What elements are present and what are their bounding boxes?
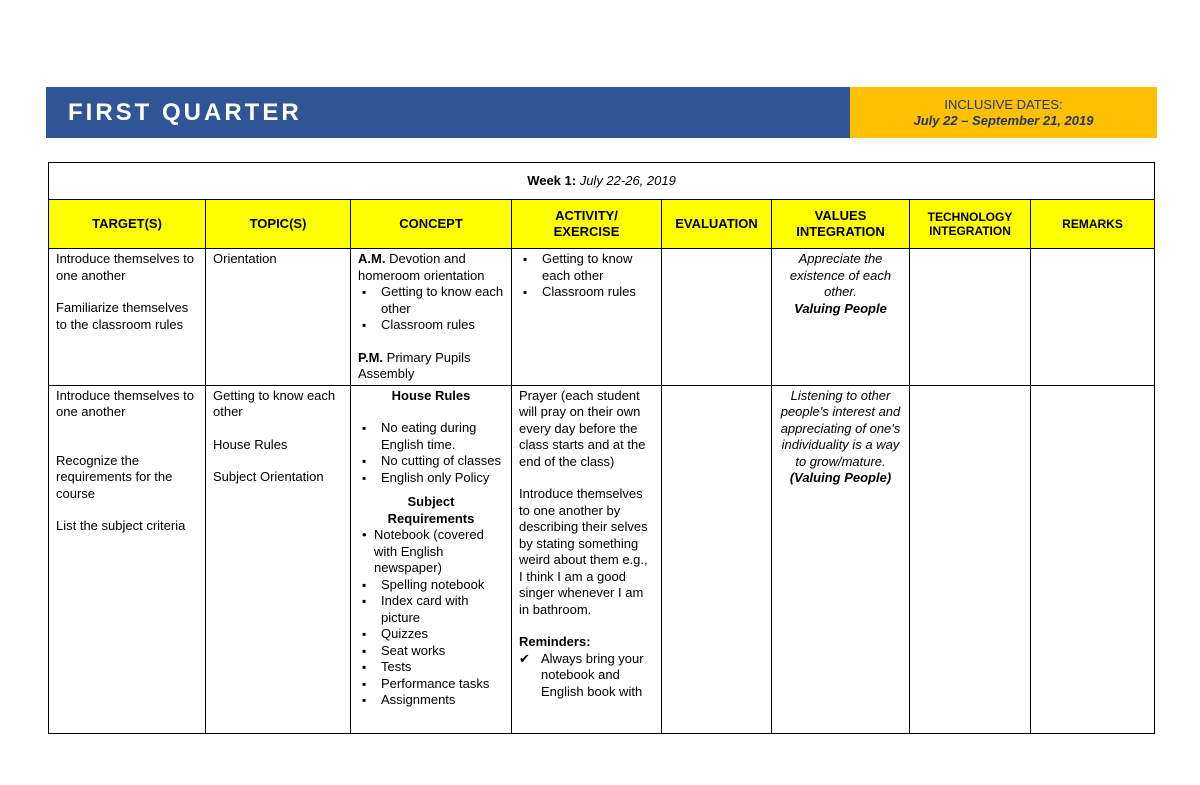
- evaluation-cell: [662, 249, 772, 386]
- activity-cell: [512, 385, 662, 733]
- target-item: Familiarize themselves to the classroom rules: [56, 300, 189, 332]
- values-cell: [772, 249, 910, 386]
- concept-am-list: [358, 284, 504, 334]
- list-item: ▪ Tests: [358, 659, 504, 676]
- table-row: [49, 249, 1155, 386]
- table-row: [49, 385, 1155, 733]
- activity-list: [519, 251, 654, 301]
- values-tag: Valuing People: [794, 300, 887, 316]
- reminders-list: [519, 651, 654, 701]
- inclusive-dates-value: July 22 – September 21, 2019: [913, 112, 1094, 128]
- inclusive-dates-label: INCLUSIVE DATES:: [944, 96, 1063, 112]
- requirements-title: Subject Requirements: [387, 494, 475, 526]
- col-header-remarks: REMARKS: [1031, 200, 1155, 249]
- list-item: ▪ No eating during English time.: [358, 420, 504, 453]
- quarter-title-bar: [46, 87, 850, 138]
- col-header-concept: CONCEPT: [351, 200, 512, 249]
- column-header-row: [49, 200, 1155, 249]
- list-item: ✔ Always bring your notebook and English book with: [519, 651, 654, 701]
- list-item: ▪ Classroom rules: [358, 317, 504, 334]
- values-text: Appreciate the existence of each other.: [789, 251, 892, 299]
- evaluation-cell: [662, 385, 772, 733]
- house-rules-list: [358, 420, 504, 486]
- reminders-title: Reminders:: [519, 634, 591, 649]
- list-item: ▪ Seat works: [358, 643, 504, 660]
- concept-pm: P.M. Primary Pupils Assembly: [358, 349, 471, 381]
- list-item: ▪ Getting to know each other: [358, 284, 504, 317]
- topic-item: House Rules: [213, 436, 288, 452]
- col-header-evaluation: EVALUATION: [662, 200, 772, 249]
- list-item: ▪ No cutting of classes: [358, 453, 504, 470]
- col-header-targets: TARGET(S): [49, 200, 206, 249]
- week-cell: [49, 163, 1155, 200]
- target-item: Introduce themselves to one another: [56, 387, 195, 419]
- list-item: • Notebook (covered with English newspaper): [358, 527, 504, 577]
- week-row: [49, 163, 1155, 200]
- list-item: ▪ Quizzes: [358, 626, 504, 643]
- technology-cell: [910, 385, 1031, 733]
- week-dates: July 22-26, 2019: [576, 172, 676, 188]
- house-rules-title: House Rules: [391, 387, 471, 403]
- targets-cell: [49, 249, 206, 386]
- list-item: ▪ English only Policy: [358, 470, 504, 487]
- remarks-cell: [1031, 249, 1155, 386]
- col-header-technology: TECHNOLOGY INTEGRATION: [910, 200, 1031, 249]
- concept-cell: [351, 385, 512, 733]
- quarter-banner: [46, 87, 1157, 138]
- lesson-plan-table: [48, 162, 1155, 734]
- topic-item: Subject Orientation: [213, 469, 324, 484]
- list-item: ▪ Getting to know each other: [519, 251, 654, 284]
- target-item: List the subject criteria: [56, 518, 186, 533]
- topics-cell: [206, 385, 351, 733]
- topic-item: Getting to know each other: [213, 387, 336, 419]
- inclusive-dates-box: [850, 87, 1157, 138]
- quarter-title: FIRST QUARTER: [68, 98, 302, 126]
- list-item: ▪ Assignments: [358, 692, 504, 709]
- activity-cell: [512, 249, 662, 386]
- list-item: ▪ Classroom rules: [519, 284, 654, 301]
- targets-cell: [49, 385, 206, 733]
- concept-am: A.M. Devotion and homeroom orientation: [358, 251, 485, 283]
- requirements-list: [358, 577, 504, 709]
- remarks-cell: [1031, 385, 1155, 733]
- technology-cell: [910, 249, 1031, 386]
- requirements-first-list: [358, 527, 504, 577]
- topic-item: Orientation: [213, 251, 277, 266]
- target-item: Recognize the requirements for the course: [56, 452, 173, 501]
- col-header-activity: ACTIVITY/ EXERCISE: [512, 200, 662, 249]
- list-item: ▪ Performance tasks: [358, 676, 504, 693]
- target-item: Introduce themselves to one another: [56, 251, 195, 283]
- activity-paragraph: Prayer (each student will pray on their own every day before the class starts and at the end of the class): [519, 387, 646, 469]
- list-item: ▪ Index card with picture: [358, 593, 504, 626]
- list-item: ▪ Spelling notebook: [358, 577, 504, 594]
- topics-cell: [206, 249, 351, 386]
- values-text: Listening to other people's interest and appreciating of one's individuality is a way to grow/mature.: [780, 387, 901, 469]
- week-label: Week 1:: [527, 172, 577, 188]
- values-cell: [772, 385, 910, 733]
- col-header-values: VALUES INTEGRATION: [772, 200, 910, 249]
- values-tag: (Valuing People): [789, 470, 892, 485]
- col-header-topics: TOPIC(S): [206, 200, 351, 249]
- concept-cell: [351, 249, 512, 386]
- activity-paragraph: Introduce themselves to one another by describing their selves by stating something weird about them e.g., I think I am a good singer whenever I am in bathroom.: [519, 486, 648, 617]
